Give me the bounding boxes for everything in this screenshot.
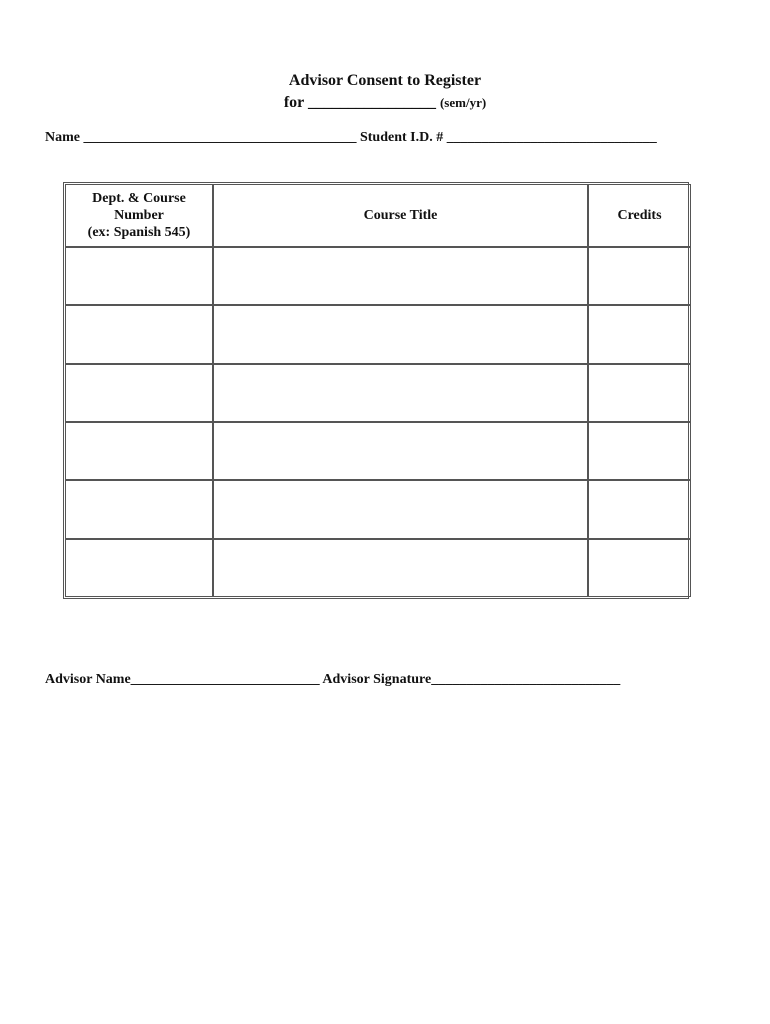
course-title-cell[interactable]: [213, 305, 588, 363]
course-title-cell[interactable]: [213, 247, 588, 305]
credits-cell[interactable]: [588, 364, 691, 422]
course-number-cell[interactable]: [65, 422, 213, 480]
header-course-number-line1: Dept. & Course: [92, 191, 186, 206]
table-header-row: [65, 184, 691, 247]
credits-cell[interactable]: [588, 305, 691, 363]
course-number-cell[interactable]: [65, 480, 213, 538]
course-number-cell[interactable]: [65, 539, 213, 597]
header-course-number: [65, 184, 213, 247]
term-line: [0, 92, 770, 113]
table-row: [65, 364, 691, 422]
course-number-cell[interactable]: [65, 247, 213, 305]
header-course-number-line2: Number: [114, 208, 164, 223]
table-row: [65, 305, 691, 363]
course-table: [63, 182, 689, 599]
course-title-cell[interactable]: [213, 422, 588, 480]
student-info-line[interactable]: Name _______________________________________ Student I.D. # ______________________________: [45, 130, 657, 145]
course-number-cell[interactable]: [65, 364, 213, 422]
credits-cell[interactable]: [588, 422, 691, 480]
course-title-cell[interactable]: [213, 480, 588, 538]
table-row: [65, 480, 691, 538]
credits-cell[interactable]: [588, 539, 691, 597]
header-course-number-line3: (ex: Spanish 545): [87, 225, 191, 240]
table-row: [65, 422, 691, 480]
header-credits: Credits: [588, 184, 691, 247]
course-number-cell[interactable]: [65, 305, 213, 363]
term-line-suffix: (sem/yr): [439, 95, 487, 110]
credits-cell[interactable]: [588, 480, 691, 538]
credits-cell[interactable]: [588, 247, 691, 305]
header-course-title: Course Title: [213, 184, 588, 247]
course-title-cell[interactable]: [213, 539, 588, 597]
table-row: [65, 247, 691, 305]
course-title-cell[interactable]: [213, 364, 588, 422]
table-row: [65, 539, 691, 597]
advisor-info-line[interactable]: Advisor Name___________________________ Advisor Signature___________________________: [45, 672, 621, 687]
form-title: Advisor Consent to Register: [288, 72, 482, 89]
term-line-prefix: for ________________: [283, 94, 440, 111]
